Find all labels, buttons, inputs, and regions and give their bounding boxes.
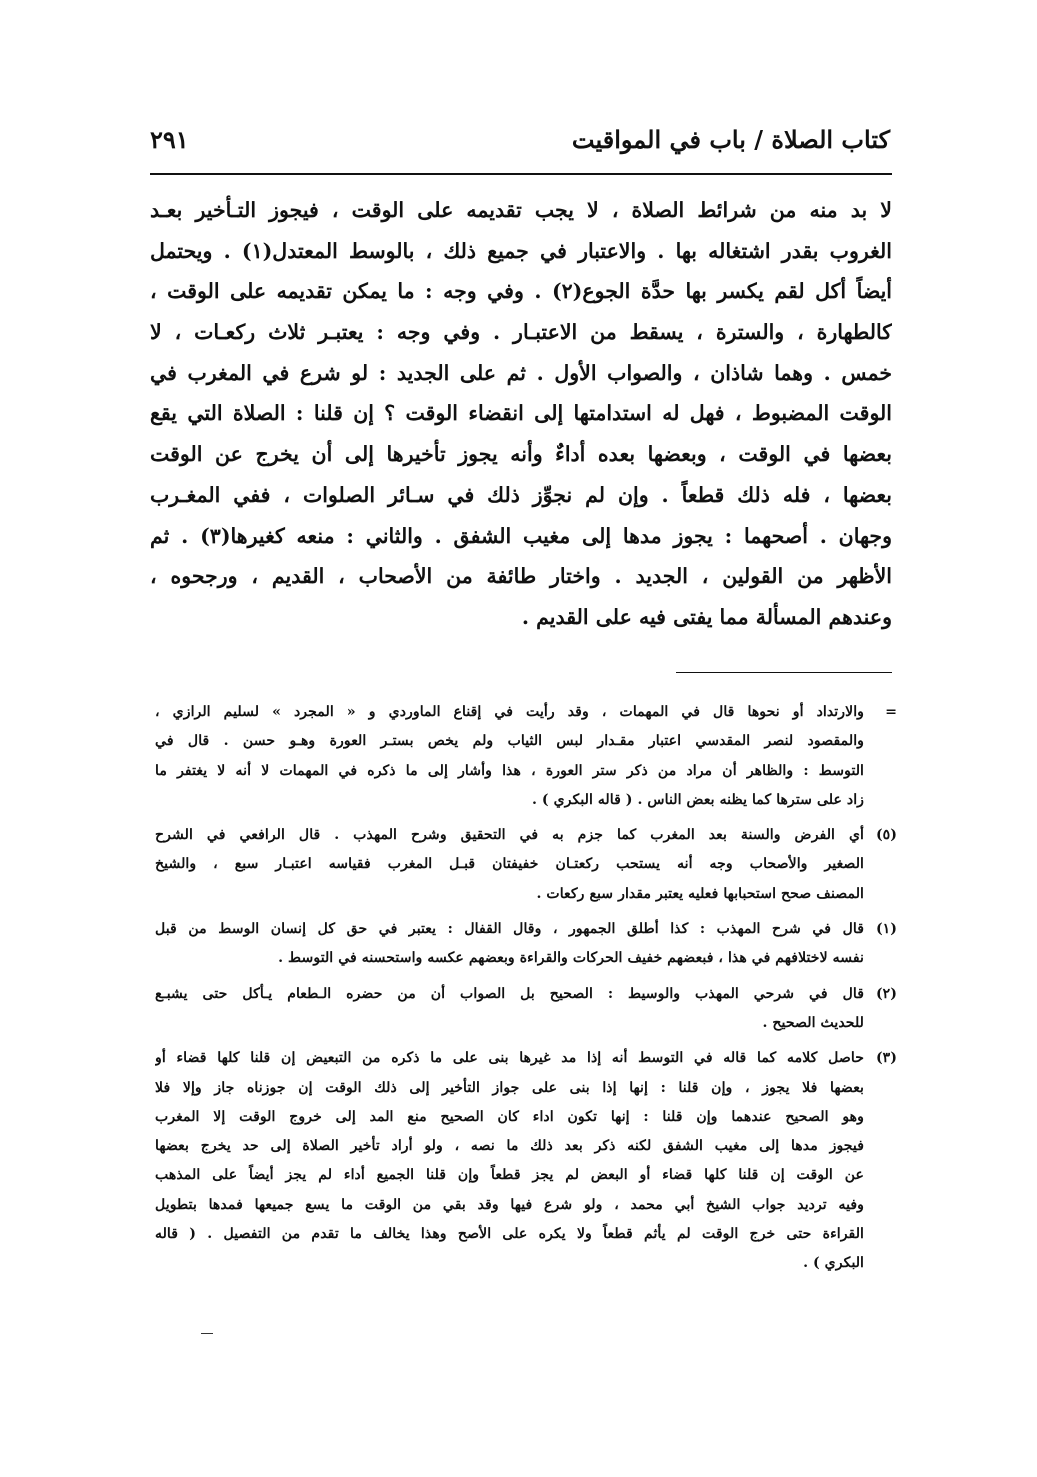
footnote — [155, 915, 897, 974]
footnote — [155, 980, 897, 1039]
footnote-line: نفسه لاختلافهم في هذا ، فبعضهم خفيف الحركات والقراءة وبعضهم عكسه واستحسنه في التوسط . — [278, 950, 864, 967]
footnote-line: قال في شرحي المهذب والوسيط : الصحيح بل الصواب أن من حضره الـطعام يـأكل حتى يشبـع — [155, 985, 864, 1002]
footnote-line: والمقصود لنصر المقدسي اعتبار مقـدار لبس الثياب ولم يخص بستـر العورة وهـو حسن . قال في — [155, 733, 864, 750]
text-line: لا بد منه من شرائط الصلاة ، لا يجب تقديمه على الوقت ، فيجوز التـأخير بعـد — [150, 198, 892, 222]
footnote-line: وفيه ترديد جواب الشيخ أبي محمد ، ولو شرع فيها وقد بقي من الوقت ما يسع جميعها فمدها بتطويل — [155, 1196, 864, 1213]
footnote — [155, 698, 897, 815]
text-line: كالطهارة ، والسترة ، يسقط من الاعتبـار . وفي وجه : يعتبـر ثلاث ركعـات ، لا — [150, 320, 892, 345]
footnote-line: للحديث الصحيح . — [762, 1014, 864, 1031]
chapter-title: كتاب الصلاة / باب في المواقيت — [571, 125, 890, 154]
footnote-line: قال في شرح المهذب : كذا أطلق الجمهور ، وقال القفال : يعتبر في حق كل إنسان الوسط من قبل — [155, 921, 864, 938]
text-line: الوقت المضبوط ، فهل له استدامتها إلى انقضاء الوقت ؟ إن قلنا : الصلاة التي يقع — [150, 401, 892, 426]
footnote-marker: (٣) — [875, 1050, 897, 1067]
footnote-line: البكري ) . — [803, 1255, 864, 1272]
footnote — [155, 821, 897, 909]
footnote-line: فيجوز مدها إلى مغيب الشفق لكنه ذكر بعد ذلك ما نصه ، ولو أراد تأخير الصلاة إلى حد يخرج بعضها — [155, 1138, 864, 1155]
text-line: بعضها ، فله ذلك قطعاً . وإن لم نجوِّز ذلك في سـائر الصلوات ، ففي المغـرب — [150, 482, 892, 507]
footnote — [155, 1044, 897, 1278]
footnote-separator — [676, 672, 892, 673]
text-line: أيضاً أكل لقم يكسر بها حدَّة الجوع(٢) . وفي وجه : ما يمكن تقديمه على الوقت ، — [150, 279, 892, 304]
text-line: خمس . وهما شاذان ، والصواب الأول . ثم على الجديد : لو شرع في المغرب في — [150, 360, 892, 385]
scan-mark — [201, 1333, 213, 1334]
text-line: وجهان . أصحهما : يجوز مدها إلى مغيب الشفق . والثاني : منعه كغيرها(٣) . ثم — [150, 523, 892, 548]
running-header — [150, 125, 890, 165]
footnote-line: المصنف صحح استحبابها فعليه يعتبر مقدار سبع ركعات . — [536, 885, 864, 902]
footnote-line: والارتداد أو نحوها قال في المهمات ، وقد رأيت في إقناع الماوردي و « المجرد » لسليم الرازي ، — [155, 704, 864, 720]
footnote-line: وهو الصحيح عندهما وإن قلنا : إنها تكون اداء كان الصحيح منع المد إلى خروج الوقت إلا المغرب — [155, 1108, 864, 1125]
text-line: الأظهر من القولين ، الجديد . واختار طائفة من الأصحاب ، القديم ، ورجحوه ، — [150, 564, 892, 589]
header-rule — [150, 173, 892, 175]
footnote-line: زاد على سترها كما يظنه بعض الناس . ( قاله البكري ) . — [532, 791, 864, 808]
footnote-marker: = — [885, 704, 897, 720]
footnotes — [155, 698, 897, 1285]
footnote-marker: (١) — [875, 921, 897, 938]
footnote-line: أي الفرض والسنة بعد المغرب كما جزم به في التحقيق وشرح المهذب . قال الرافعي في الشرح — [155, 827, 864, 844]
footnote-line: حاصل كلامه كما قاله في التوسط أنه إذا مد غيرها بنى على ما ذكره من التبعيض إن قلنا كلها قضاء أو — [155, 1050, 864, 1067]
footnote-line: عن الوقت إن قلنا كلها قضاء أو البعض لم يجز قطعاً وإن قلنا الجميع أداء لم يجز أيضاً على المذهب — [155, 1167, 864, 1184]
footnote-line: بعضها فلا يجوز ، وإن قلنا : إنها إذا بنى على جواز التأخير إلى ذلك الوقت إن جوزناه جاز وإلا فلا — [155, 1079, 864, 1096]
text-line: الغروب بقدر اشتغاله بها . والاعتبار في جميع ذلك ، بالوسط المعتدل(١) . ويحتمل — [150, 238, 892, 263]
footnote-line: الصغير والأصحاب وجه أنه يستحب ركعتـان خفيفتان قبـل المغرب فقياسه اعتبـار سبع ، والشيخ — [155, 856, 864, 873]
page-number: ٢٩١ — [150, 125, 189, 154]
footnote-line: التوسط : والظاهر أن مراد من ذكر ستر العورة ، هذا وأشار إلى ما ذكره في المهمات لا أنه لا يغتفر ما — [155, 762, 864, 779]
text-line: بعضها في الوقت ، وبعضها بعده أداءٌ وأنه يجوز تأخيرها إلى أن يخرج عن الوقت — [150, 442, 892, 467]
text-line: وعندهم المسألة مما يفتى فيه على القديم . — [521, 604, 892, 629]
main-text — [150, 190, 892, 638]
footnote-marker: (٢) — [875, 985, 897, 1002]
footnote-line: القراءة حتى خرج الوقت لم يأثم قطعاً ولا يكره على الأصح وهذا يخالف ما تقدم من التفصيل . ( قاله — [155, 1226, 864, 1243]
footnote-marker: (٥) — [875, 827, 897, 844]
